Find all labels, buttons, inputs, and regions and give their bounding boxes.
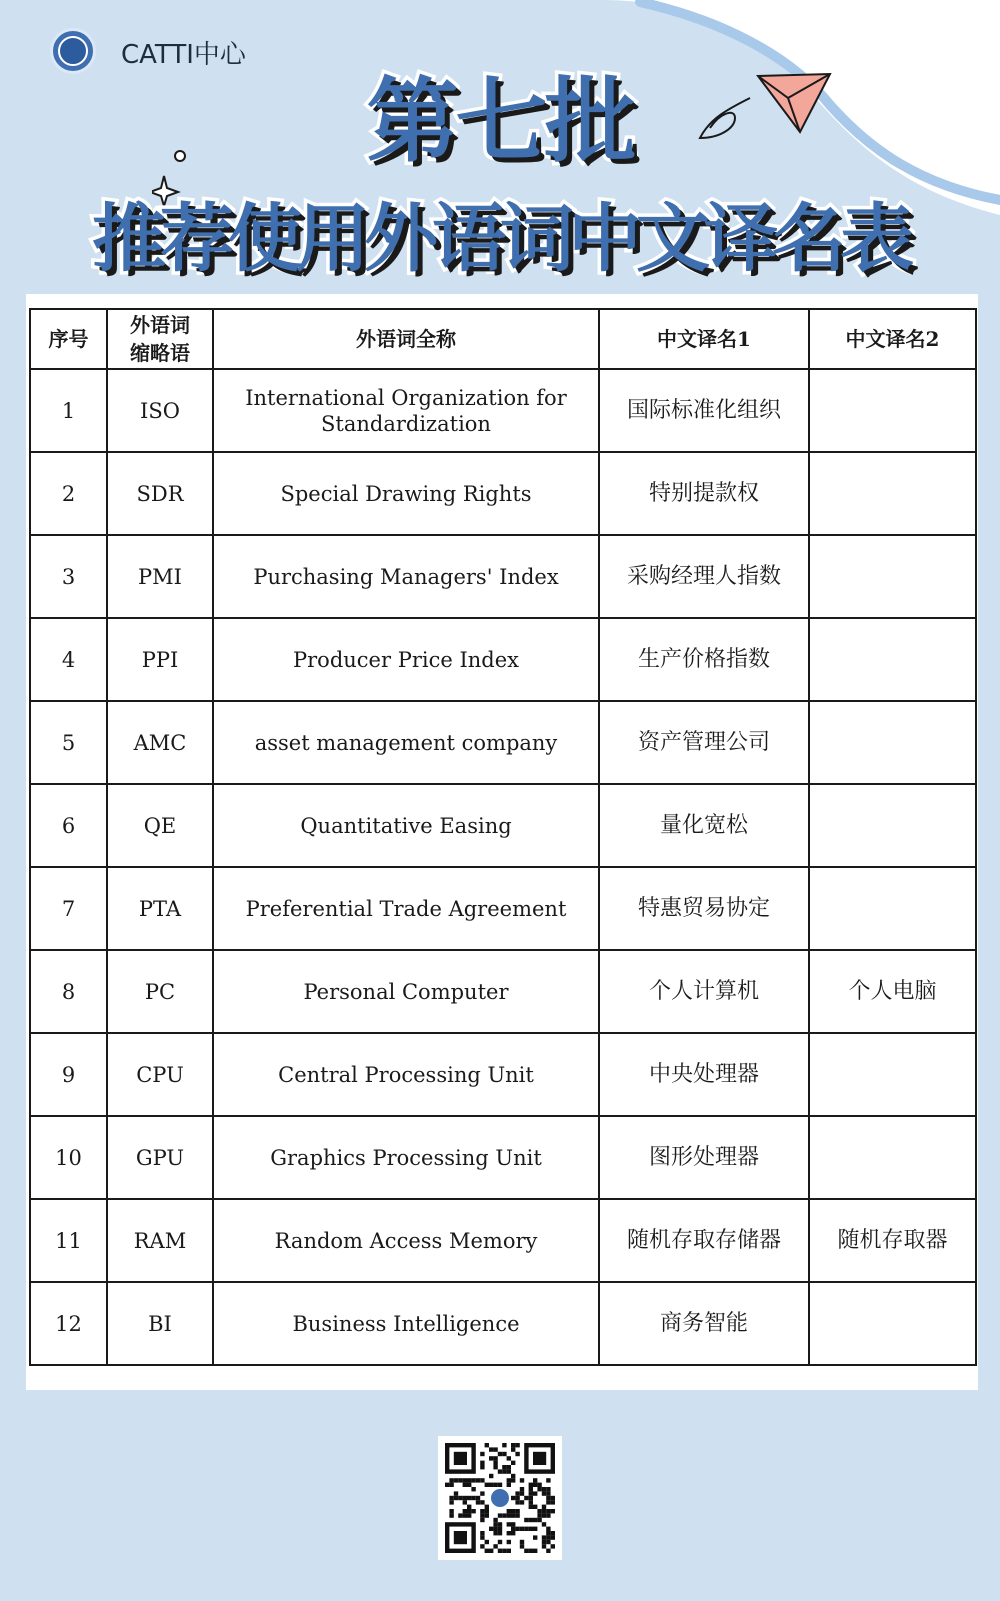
cell-full-name: Special Drawing Rights xyxy=(213,452,599,535)
cell-zh2 xyxy=(809,701,976,784)
cell-abbr: PC xyxy=(107,950,213,1033)
cell-serial: 2 xyxy=(30,452,107,535)
cell-serial: 3 xyxy=(30,535,107,618)
cell-serial: 9 xyxy=(30,1033,107,1116)
cell-serial: 4 xyxy=(30,618,107,701)
cell-zh1: 资产管理公司 xyxy=(599,701,809,784)
terms-table-card xyxy=(26,294,978,1390)
cell-full-name: Personal Computer xyxy=(213,950,599,1033)
cell-serial: 8 xyxy=(30,950,107,1033)
cell-zh1: 生产价格指数 xyxy=(599,618,809,701)
cell-zh1: 采购经理人指数 xyxy=(599,535,809,618)
cell-zh2 xyxy=(809,1282,976,1365)
cell-serial: 6 xyxy=(30,784,107,867)
cell-zh2: 随机存取器 xyxy=(809,1199,976,1282)
cell-abbr: BI xyxy=(107,1282,213,1365)
brand-name: CATTI中心 xyxy=(121,40,246,70)
cell-zh1: 商务智能 xyxy=(599,1282,809,1365)
header-serial: 序号 xyxy=(30,309,107,369)
cell-zh2 xyxy=(809,452,976,535)
header-full-name: 外语词全称 xyxy=(213,309,599,369)
table-row xyxy=(30,369,976,452)
cell-full-name: Business Intelligence xyxy=(213,1282,599,1365)
cell-zh1: 量化宽松 xyxy=(599,784,809,867)
qr-code-graphic xyxy=(438,1436,562,1560)
cell-serial: 1 xyxy=(30,369,107,452)
cell-abbr: QE xyxy=(107,784,213,867)
cell-abbr: GPU xyxy=(107,1116,213,1199)
table-row xyxy=(30,1199,976,1282)
cell-zh1: 个人计算机 xyxy=(599,950,809,1033)
cell-zh1: 图形处理器 xyxy=(599,1116,809,1199)
table-row xyxy=(30,535,976,618)
cell-zh2 xyxy=(809,784,976,867)
cell-serial: 12 xyxy=(30,1282,107,1365)
cell-zh2 xyxy=(809,1033,976,1116)
header-abbr xyxy=(107,309,213,369)
qr-code-icon[interactable] xyxy=(438,1436,562,1560)
cell-full-name: Random Access Memory xyxy=(213,1199,599,1282)
table-row xyxy=(30,452,976,535)
cell-serial: 5 xyxy=(30,701,107,784)
cell-zh1: 随机存取存储器 xyxy=(599,1199,809,1282)
cell-full-name: International Organization for Standardization xyxy=(213,369,599,452)
cell-abbr: ISO xyxy=(107,369,213,452)
table-row xyxy=(30,1282,976,1365)
cell-serial: 10 xyxy=(30,1116,107,1199)
cell-abbr: PMI xyxy=(107,535,213,618)
cell-abbr: CPU xyxy=(107,1033,213,1116)
table-row xyxy=(30,701,976,784)
header-zh2: 中文译名2 xyxy=(809,309,976,369)
cell-zh1: 特惠贸易协定 xyxy=(599,867,809,950)
cell-serial: 11 xyxy=(30,1199,107,1282)
table-row xyxy=(30,618,976,701)
cell-zh1: 中央处理器 xyxy=(599,1033,809,1116)
cell-zh2 xyxy=(809,1116,976,1199)
cell-zh2 xyxy=(809,867,976,950)
terms-table xyxy=(29,308,977,1366)
table-row xyxy=(30,867,976,950)
cell-abbr: PTA xyxy=(107,867,213,950)
table-row xyxy=(30,784,976,867)
cell-full-name: Preferential Trade Agreement xyxy=(213,867,599,950)
cell-abbr: PPI xyxy=(107,618,213,701)
cell-zh2 xyxy=(809,369,976,452)
cell-full-name: Producer Price Index xyxy=(213,618,599,701)
cell-zh2 xyxy=(809,535,976,618)
table-row xyxy=(30,1033,976,1116)
cell-full-name: Central Processing Unit xyxy=(213,1033,599,1116)
header-zh1: 中文译名1 xyxy=(599,309,809,369)
cell-abbr: SDR xyxy=(107,452,213,535)
table-row xyxy=(30,1116,976,1199)
cell-abbr: AMC xyxy=(107,701,213,784)
cell-zh2: 个人电脑 xyxy=(809,950,976,1033)
cell-full-name: Graphics Processing Unit xyxy=(213,1116,599,1199)
cell-zh1: 国际标准化组织 xyxy=(599,369,809,452)
cell-full-name: Quantitative Easing xyxy=(213,784,599,867)
table-row xyxy=(30,950,976,1033)
page-title-line2: 推荐使用外语词中文译名表 xyxy=(92,196,908,282)
cell-zh1: 特别提款权 xyxy=(599,452,809,535)
table-header-row xyxy=(30,309,976,369)
cell-full-name: Purchasing Managers' Index xyxy=(213,535,599,618)
header-abbr-label: 外语词缩略语 xyxy=(130,313,190,365)
cell-full-name: asset management company xyxy=(213,701,599,784)
page-title-line1: 第七批 xyxy=(366,68,634,175)
cell-zh2 xyxy=(809,618,976,701)
cell-serial: 7 xyxy=(30,867,107,950)
cell-abbr: RAM xyxy=(107,1199,213,1282)
